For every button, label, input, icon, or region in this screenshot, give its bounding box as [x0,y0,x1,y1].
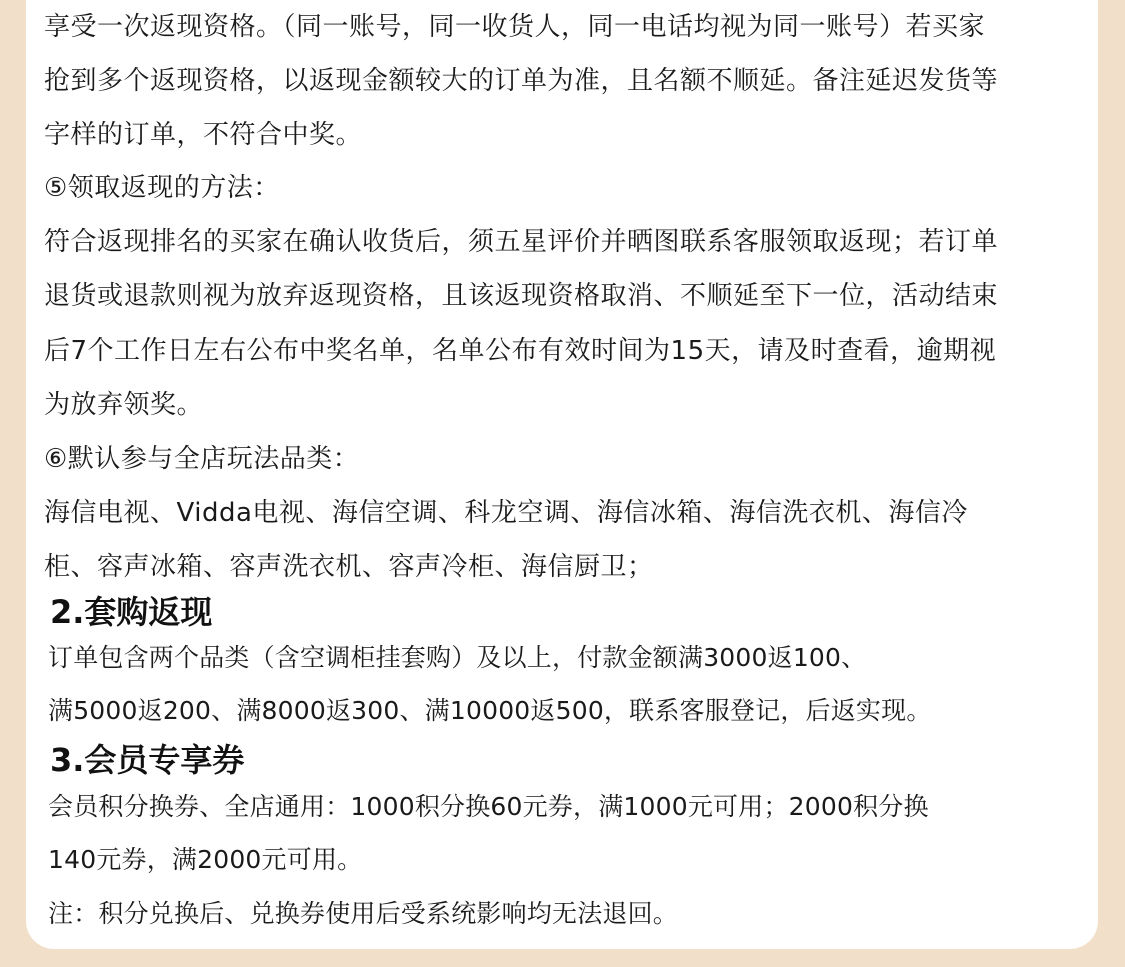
section-title-bundle-cashback: 2.套购返现 [50,593,213,631]
note-text: 注：积分兑换后、兑换券使用后受系统影响均无法退回。 [48,899,679,928]
text-line: 字样的订单，不符合中奖。 [44,120,363,150]
text-line: 符合返现排名的买家在确认收货后，须五星评价并晒图联系客服领取返现；若订单 [44,227,999,257]
text-line: 满5000返200、满8000返300、满10000返500，联系客服登记，后返实现。 [48,696,932,725]
step-5-label: ⑤领取返现的方法： [44,173,280,203]
text-line: 为放弃领奖。 [44,390,204,420]
text-line: 订单包含两个品类（含空调柜挂套购）及以上，付款金额满3000返100、 [48,643,867,672]
text-line: 后7个工作日左右公布中奖名单，名单公布有效时间为15天，请及时查看，逾期视 [44,336,997,366]
text-line: 退货或退款则视为放弃返现资格，且该返现资格取消、不顺延至下一位，活动结束 [44,281,999,311]
text-line: 抢到多个返现资格，以返现金额较大的订单为准，且名额不顺延。备注延迟发货等 [44,66,999,96]
text-line: 140元券，满2000元可用。 [48,845,363,874]
text-line: 柜、容声冰箱、容声洗衣机、容声冷柜、海信厨卫； [44,552,654,582]
step-6-label: ⑥默认参与全店玩法品类： [44,444,360,474]
text-line: 海信电视、Vidda电视、海信空调、科龙空调、海信冰箱、海信洗衣机、海信冷 [44,498,968,528]
text-line: 享受一次返现资格。（同一账号，同一收货人，同一电话均视为同一账号）若买家 [44,12,986,42]
text-line: 会员积分换券、全店通用：1000积分换60元券，满1000元可用；2000积分换 [48,792,929,821]
section-title-member-coupons: 3.会员专享券 [50,741,245,779]
